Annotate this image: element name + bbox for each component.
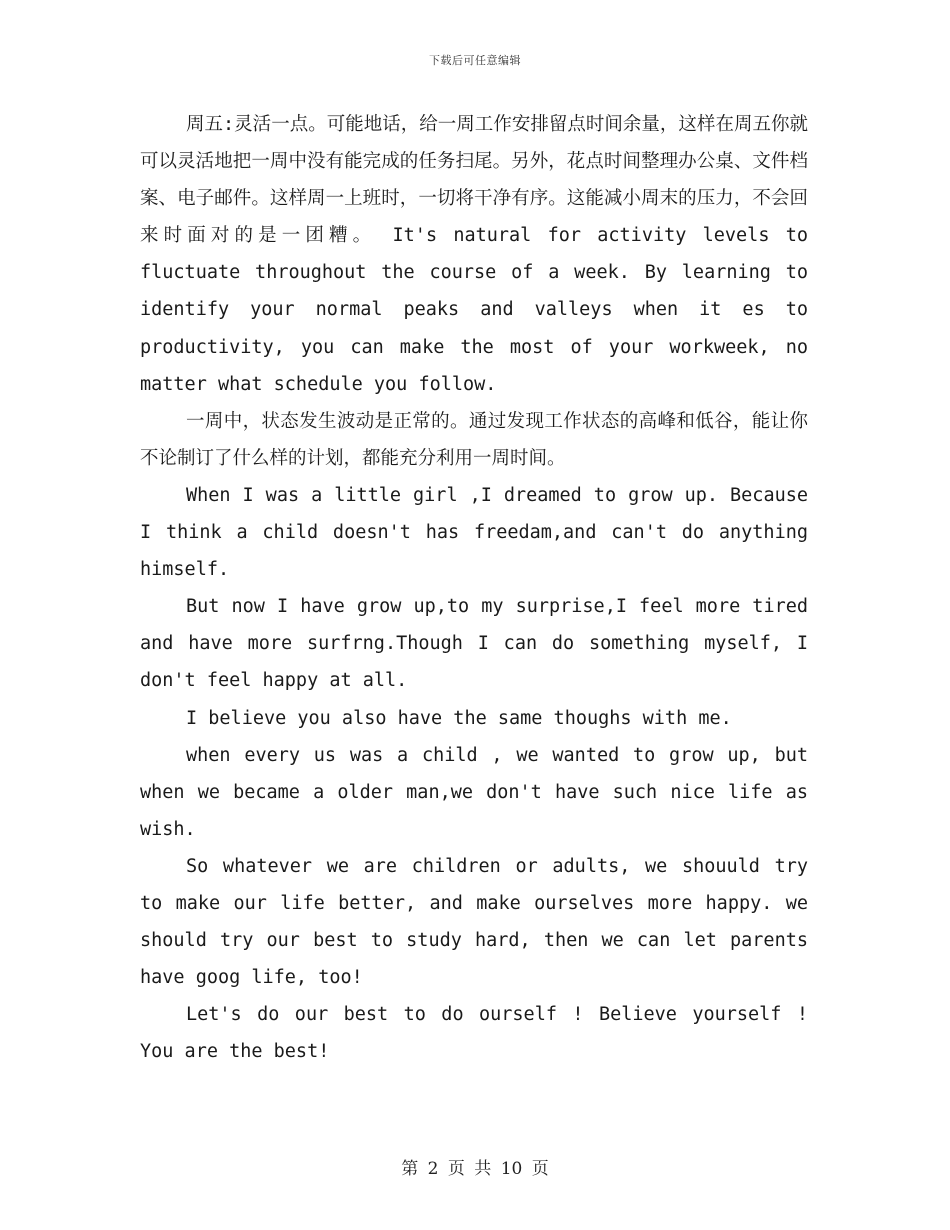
page-number-footer: 第 2 页 共 10 页 (401, 1159, 549, 1179)
paragraph-grown-up: But now I have grow up,to my surprise,I feel more tired and have more surfrng.Though I can do something myself, I don't feel happy at all. (140, 596, 808, 692)
paragraph-little-girl: When I was a little girl ,I dreamed to grow up. Because I think a child doesn't has freedam,and can't do anything himself. (140, 484, 808, 581)
paragraph-week-fluctuation: 一周中，状态发生波动是正常的。通过发现工作状态的高峰和低谷，能让你不论制订了什么样的计划，都能充分利用一周时间。 (140, 410, 808, 469)
paragraph-every-child: when every us was a child , we wanted to grow up, but when we became a older man,we don't have such nice life as wish. (140, 744, 808, 840)
paragraph-same-thoughts: I believe you also have the same thoughs with me. (186, 707, 732, 729)
paragraph-do-our-best: Let's do our best to do ourself ! Believe yourself ! You are the best! (140, 1004, 808, 1063)
document-body (140, 106, 808, 1070)
paragraph-friday-tips: 周五:灵活一点。可能地话，给一周工作安排留点时间余量，这样在周五你就可以灵活地把一周中没有能完成的任务扫尾。另外，花点时间整理办公桌、文件档案、电子邮件。这样周一上班时，一切将干净有序。这能减小周末的压力，不会回来时面对的是一团糟。 It's natural for activity levels to fluctuate throughout the course of a week. By learning to identify your normal peaks and valleys when it es to productivity, you can make the most of your workweek, no matter what schedule you follow. (140, 114, 808, 395)
paragraph-children-adults: So whatever we are children or adults, we shouuld try to make our life better, and make ourselves more happy. we should try our best to study hard, then we can let parents have goog life, too! (140, 855, 808, 989)
page-header: 下载后可任意编辑 (429, 54, 521, 67)
